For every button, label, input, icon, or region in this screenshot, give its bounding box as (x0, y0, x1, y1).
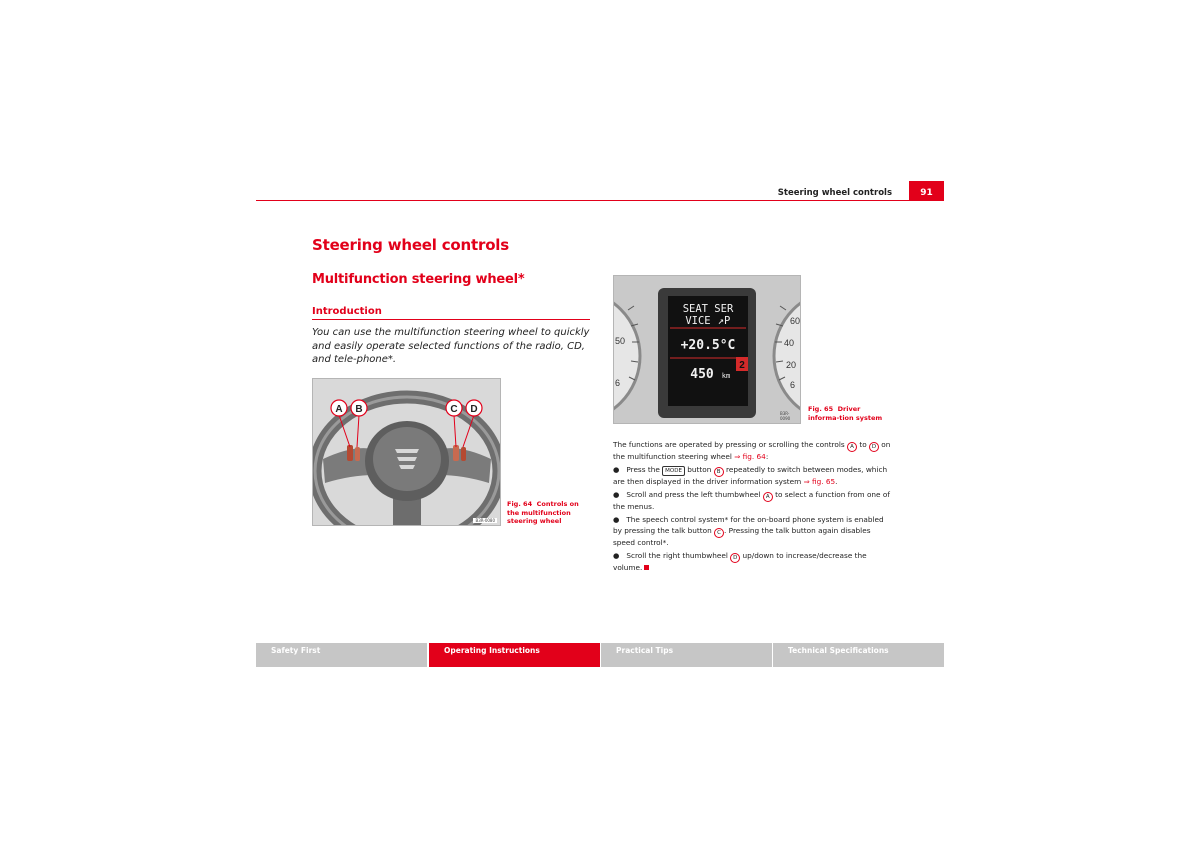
fig-64-reference[interactable]: ⇒ fig. 64 (734, 452, 766, 461)
subsection-title: Introduction (312, 306, 382, 317)
figure-65-caption-number: Fig. 65 (808, 405, 834, 413)
figure-64-caption-number: Fig. 64 (507, 500, 533, 508)
display-line-2-suffix: ↗P (717, 315, 731, 327)
right-dial-60: 60 (790, 316, 800, 326)
subsection-rule (312, 319, 590, 320)
display-line-1: SEAT SER (682, 303, 734, 315)
bullet-right-thumbwheel: ● Scroll the right thumbwheel D up/down to increase/decrease the volume. (613, 550, 867, 572)
section-title: Multifunction steering wheel* (312, 272, 525, 287)
control-d-marker: D (869, 442, 879, 452)
control-c-marker: C (714, 528, 724, 538)
b1-text-mid: button (684, 464, 714, 474)
b3-text-start: The speech control system* for the on-board phone system is enabled by pressing the talk button (613, 514, 884, 535)
footer-tab-technical-specifications[interactable]: Technical Specifications (773, 643, 944, 667)
left-dial-6: 6 (615, 378, 621, 388)
display-distance: 450 (690, 367, 714, 382)
bullet-left-thumbwheel: ● Scroll and press the left thumbwheel A to select a function from one of the menus. (613, 489, 890, 511)
running-header-title: Steering wheel controls (777, 188, 892, 198)
instrument-cluster-illustration (614, 276, 800, 423)
callout-d-label: D (470, 404, 478, 415)
figure-64-caption (507, 500, 589, 526)
b1-text-post: repeatedly to switch between modes, which are then displayed in the driver information system (613, 464, 888, 486)
b2-text-start: Scroll and press the left thumbwheel (626, 489, 763, 499)
p1-text-post: on the multifunction steering wheel (613, 440, 891, 461)
callout-c-label: C (450, 404, 458, 415)
callout-a-label: A (335, 404, 343, 415)
control-b-marker: B (714, 467, 724, 477)
steering-wheel-illustration (313, 379, 500, 525)
bullet-mode: ● Press the MODE button B repeatedly to switch between modes, which are then displayed in the driver information system ⇒ fig. 65. (613, 464, 888, 486)
bullet-speech-control: ● The speech control system* for the on-board phone system is enabled by pressing the talk button C . Pressing the talk button again disables speed control*. (613, 514, 884, 547)
control-a-marker: A (847, 442, 857, 452)
control-a-marker-2: A (763, 492, 773, 502)
display-distance-unit: km (721, 372, 731, 380)
figure-64-caption-text: Controls on the multifunction steering wheel (507, 500, 579, 526)
display-gear-badge: 2 (739, 360, 745, 371)
section-end-marker (644, 565, 649, 570)
figure-64-steering-wheel (312, 378, 501, 526)
fig-65-reference[interactable]: ⇒ fig. 65 (803, 476, 836, 486)
left-dial-50: 50 (615, 336, 626, 346)
control-d-marker-2: D (730, 553, 740, 563)
footer-tab-practical-tips[interactable]: Practical Tips (601, 643, 772, 667)
b3-text-post: . Pressing the talk button again disables speed control*. (613, 525, 871, 547)
b1-text-start: Press the (626, 464, 663, 474)
p1-text-end: : (765, 452, 769, 461)
display-line-2: VICE (685, 315, 711, 327)
figure-65-code: B3R-0090 (780, 411, 791, 421)
right-dial-40: 40 (784, 338, 795, 348)
figure-64-code: B3R-0080 (475, 518, 495, 523)
b4-text-start: Scroll the right thumbwheel (626, 550, 731, 560)
figure-65-caption-text: Driver informa-tion system (808, 405, 883, 422)
right-dial-6: 6 (790, 380, 796, 390)
b4-text-post: up/down to increase/decrease the volume. (613, 550, 867, 572)
right-dial-20: 20 (786, 360, 797, 370)
b1-text-end: . (835, 476, 838, 486)
figure-65-driver-info (613, 275, 801, 424)
body-text (613, 440, 891, 575)
p1-text-mid: to (857, 440, 869, 449)
chapter-title: Steering wheel controls (312, 236, 509, 254)
mode-key: MODE (662, 466, 685, 476)
page-number: 91 (909, 181, 944, 201)
body-paragraph-1 (613, 440, 891, 463)
callout-b-label: B (355, 404, 363, 415)
footer-tab-safety-first[interactable]: Safety First (256, 643, 427, 667)
display-temperature: +20.5°C (680, 338, 736, 353)
p1-text-start: The functions are operated by pressing or scrolling the controls (613, 440, 848, 449)
figure-65-caption (808, 405, 890, 422)
intro-paragraph: You can use the multifunction steering wheel to quickly and easily operate selected functions of the radio, CD, and tele-phone*. (312, 327, 590, 365)
header-rule (256, 200, 944, 201)
b2-text-post: to select a function from one of the menus. (613, 489, 890, 511)
footer-tab-operating-instructions[interactable]: Operating Instructions (429, 643, 600, 667)
